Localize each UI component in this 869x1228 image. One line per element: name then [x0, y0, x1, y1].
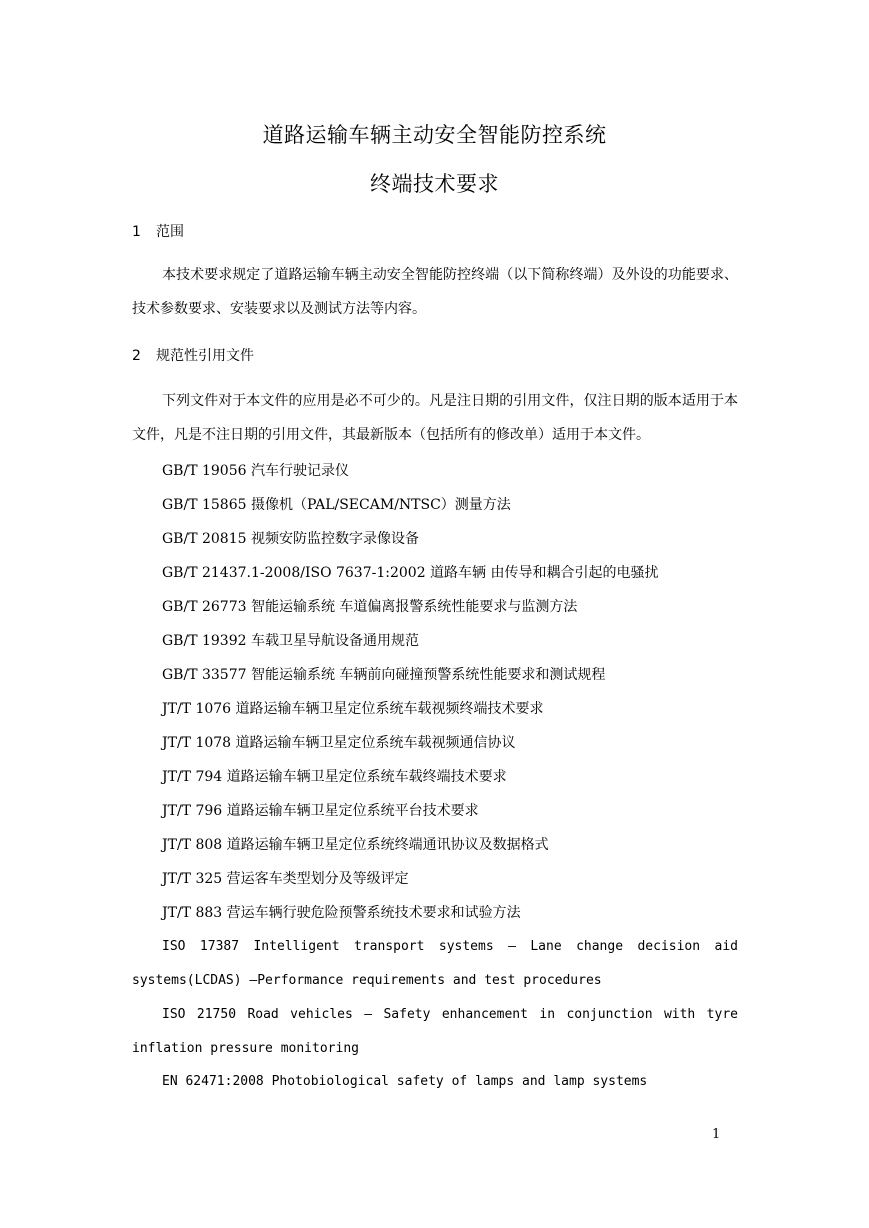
reference-item: JT/T 883 营运车辆行驶危险预警系统技术要求和试验方法: [162, 905, 521, 921]
section-title: 范围: [156, 224, 184, 240]
reference-item: JT/T 325 营运客车类型划分及等级评定: [162, 871, 409, 887]
references-intro-paragraph: 下列文件对于本文件的应用是必不可少的。凡是注日期的引用文件，仅注日期的版本适用于本文件，凡是不注日期的引用文件，其最新版本（包括所有的修改单）适用于本文件。: [132, 393, 738, 443]
scope-paragraph: 本技术要求规定了道路运输车辆主动安全智能防控终端（以下简称终端）及外设的功能要求、技术参数要求、安装要求以及测试方法等内容。: [132, 267, 738, 317]
reference-item: JT/T 1078 道路运输车辆卫星定位系统车载视频通信协议: [162, 735, 516, 751]
section-number: 1: [132, 224, 141, 240]
reference-item: GB/T 20815 视频安防监控数字录像设备: [162, 531, 419, 547]
section-heading-scope: [132, 221, 184, 241]
reference-item: GB/T 15865 摄像机（PAL/SECAM/NTSC）测量方法: [162, 497, 511, 513]
section-number: 2: [132, 348, 141, 364]
document-title-line1: 道路运输车辆主动安全智能防控系统: [262, 123, 607, 147]
reference-item: GB/T 21437.1-2008/ISO 7637-1:2002 道路车辆 由传导和耦合引起的电骚扰: [162, 565, 659, 581]
reference-item: JT/T 808 道路运输车辆卫星定位系统终端通讯协议及数据格式: [162, 837, 549, 853]
section-heading-normative-references: [132, 345, 254, 365]
reference-item-long: ISO 21750 Road vehicles — Safety enhancement in conjunction with tyre inflation pressure monitoring: [132, 1007, 738, 1056]
reference-item: JT/T 794 道路运输车辆卫星定位系统车载终端技术要求: [162, 769, 507, 785]
reference-item: JT/T 1076 道路运输车辆卫星定位系统车载视频终端技术要求: [162, 701, 544, 717]
reference-item-long: ISO 17387 Intelligent transport systems — Lane change decision aid systems(LCDAS) —Performance requirements and test procedures: [132, 939, 738, 988]
reference-item: GB/T 26773 智能运输系统 车道偏离报警系统性能要求与监测方法: [162, 599, 578, 615]
reference-item: GB/T 19392 车载卫星导航设备通用规范: [162, 633, 419, 649]
reference-item: EN 62471:2008 Photobiological safety of lamps and lamp systems: [162, 1074, 648, 1089]
document-title-line2: 终端技术要求: [370, 172, 499, 196]
reference-item: GB/T 33577 智能运输系统 车辆前向碰撞预警系统性能要求和测试规程: [162, 667, 606, 683]
reference-item: GB/T 19056 汽车行驶记录仪: [162, 463, 349, 479]
section-title: 规范性引用文件: [156, 348, 254, 364]
page-number: 1: [712, 1127, 721, 1142]
reference-item: JT/T 796 道路运输车辆卫星定位系统平台技术要求: [162, 803, 479, 819]
